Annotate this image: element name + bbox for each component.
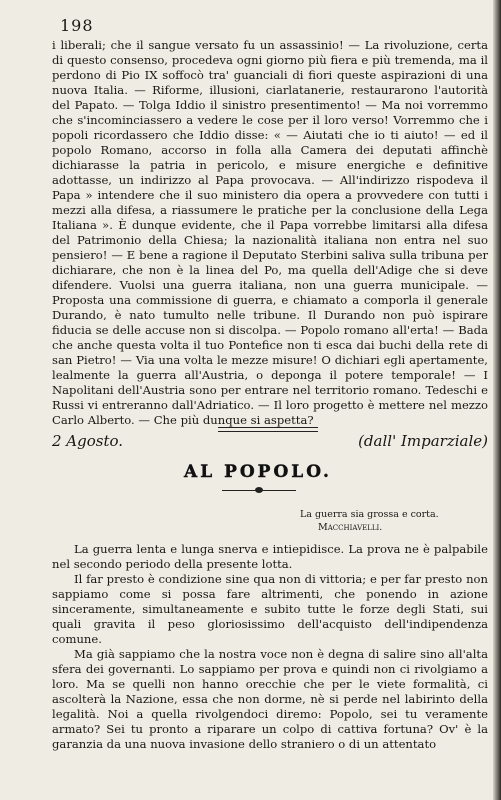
section-divider bbox=[218, 427, 318, 432]
dateline-date: 2 Agosto. bbox=[52, 432, 124, 450]
dateline-source: (dall' Imparziale) bbox=[358, 432, 488, 450]
page-number: 198 bbox=[60, 16, 94, 35]
essay-paragraph: Ma già sappiamo che la nostra voce non è degna di salire sino all'alta sfera dei governanti. Lo sappiamo per prova e quindi non ci rivolgiamo a loro. Ma se quelli non hanno orecchie che per le viete formalità, ci ascolterà la Nazione, essa che non dorme, nè si perde nel labirinto della legalità. Noi a quella rivolgendoci diremo: Popolo, sei tu veramente armato? Sei tu pronto a riparare un colpo di cattiva fortuna? Ov' è la garanzia da una nuova invasione dello straniero o di un attentato bbox=[52, 647, 488, 751]
essay-paragraph: La guerra lenta e lunga snerva e intiepidisce. La prova ne è palpabile nel secondo periodo della presente lotta. bbox=[52, 542, 488, 571]
essay-body bbox=[52, 542, 488, 752]
essay-paragraph: Il far presto è condizione sine qua non di vittoria; e per far presto non sappiamo come si possa fare altrimenti, che ponendo in azione sinceramente, simultaneamente e subito tutte le forze degli Stati, sui quali gravita il peso gloriosissimo dell'acquisto dell'indipendenza comune. bbox=[52, 572, 488, 646]
banner-ornament bbox=[255, 487, 263, 493]
article-paragraph: i liberali; che il sangue versato fu un assassinio! — La rivoluzione, certa di questo consenso, procedeva ogni giorno più fiera e più tremenda, ma il perdono di Pio IX soffocò tra' guanciali di fiori queste aspirazioni di una nuova Italia. — Riforme, illusioni, ciarlatanerie, restaurarono l'autorità del Papato. — Tolga Iddio il sinistro presentimento! — Ma noi vorremmo che s'incominciassero a vedere le cose per il loro verso! Vorremmo che i popoli ricordassero che Iddio disse: « — Aiutati che io ti aiuto! — ed il popolo Romano, accorso in folla alla Camera dei deputati affinchè dichiarasse la patria in pericolo, e misure energiche e definitive adottasse, un indirizzo al Papa provocava. — All'indirizzo rispodeva il Papa » intendere che il suo ministero dia opera a provvedere con tutti i mezzi alla difesa, a riassumere le pratiche per la conclusione della Lega Italiana ». È dunque evidente, che il Papa vorrebbe limitarsi alla difesa del Patrimonio della Chiesa; la nazionalità italiana non entra nel suo pensiero! — E bene a ragione il Deputato Sterbini saliva sulla tribuna per dichiarare, che non è la linea del Po, ma quella dell'Adige che si deve difendere. Vuolsi una guerra italiana, non una guerra municipale. — Proposta una commissione di guerra, e chiamato a comporla il generale Durando, è nato tumulto nelle tribune. Il Durando non può ispirare fiducia se delle accuse non si discolpa. — Popolo romano all'erta! — Bada che anche questa volta il tuo Pontefice non ti esca dai buchi della rete di san Pietro! — Via una volta le mezze misure! O dichiari egli apertamente, lealmente la guerra all'Austria, o deponga il potere temporale! — I Napolitani dell'Austria sono per entrare nel territorio romano. Tedeschi e Russi vi entreranno dall'Adriatico. — Il loro progetto è mettere nel mezzo Carlo Alberto. — Che più dunque si aspetta? bbox=[52, 38, 488, 427]
article-body bbox=[52, 38, 488, 428]
epigraph bbox=[300, 508, 490, 534]
banner-title: AL POPOLO. bbox=[184, 462, 332, 482]
epigraph-quote: La guerra sia grossa e corta. bbox=[300, 509, 439, 520]
epigraph-author: Macchiavelli. bbox=[318, 522, 383, 533]
page-edge-shadow bbox=[493, 0, 501, 800]
